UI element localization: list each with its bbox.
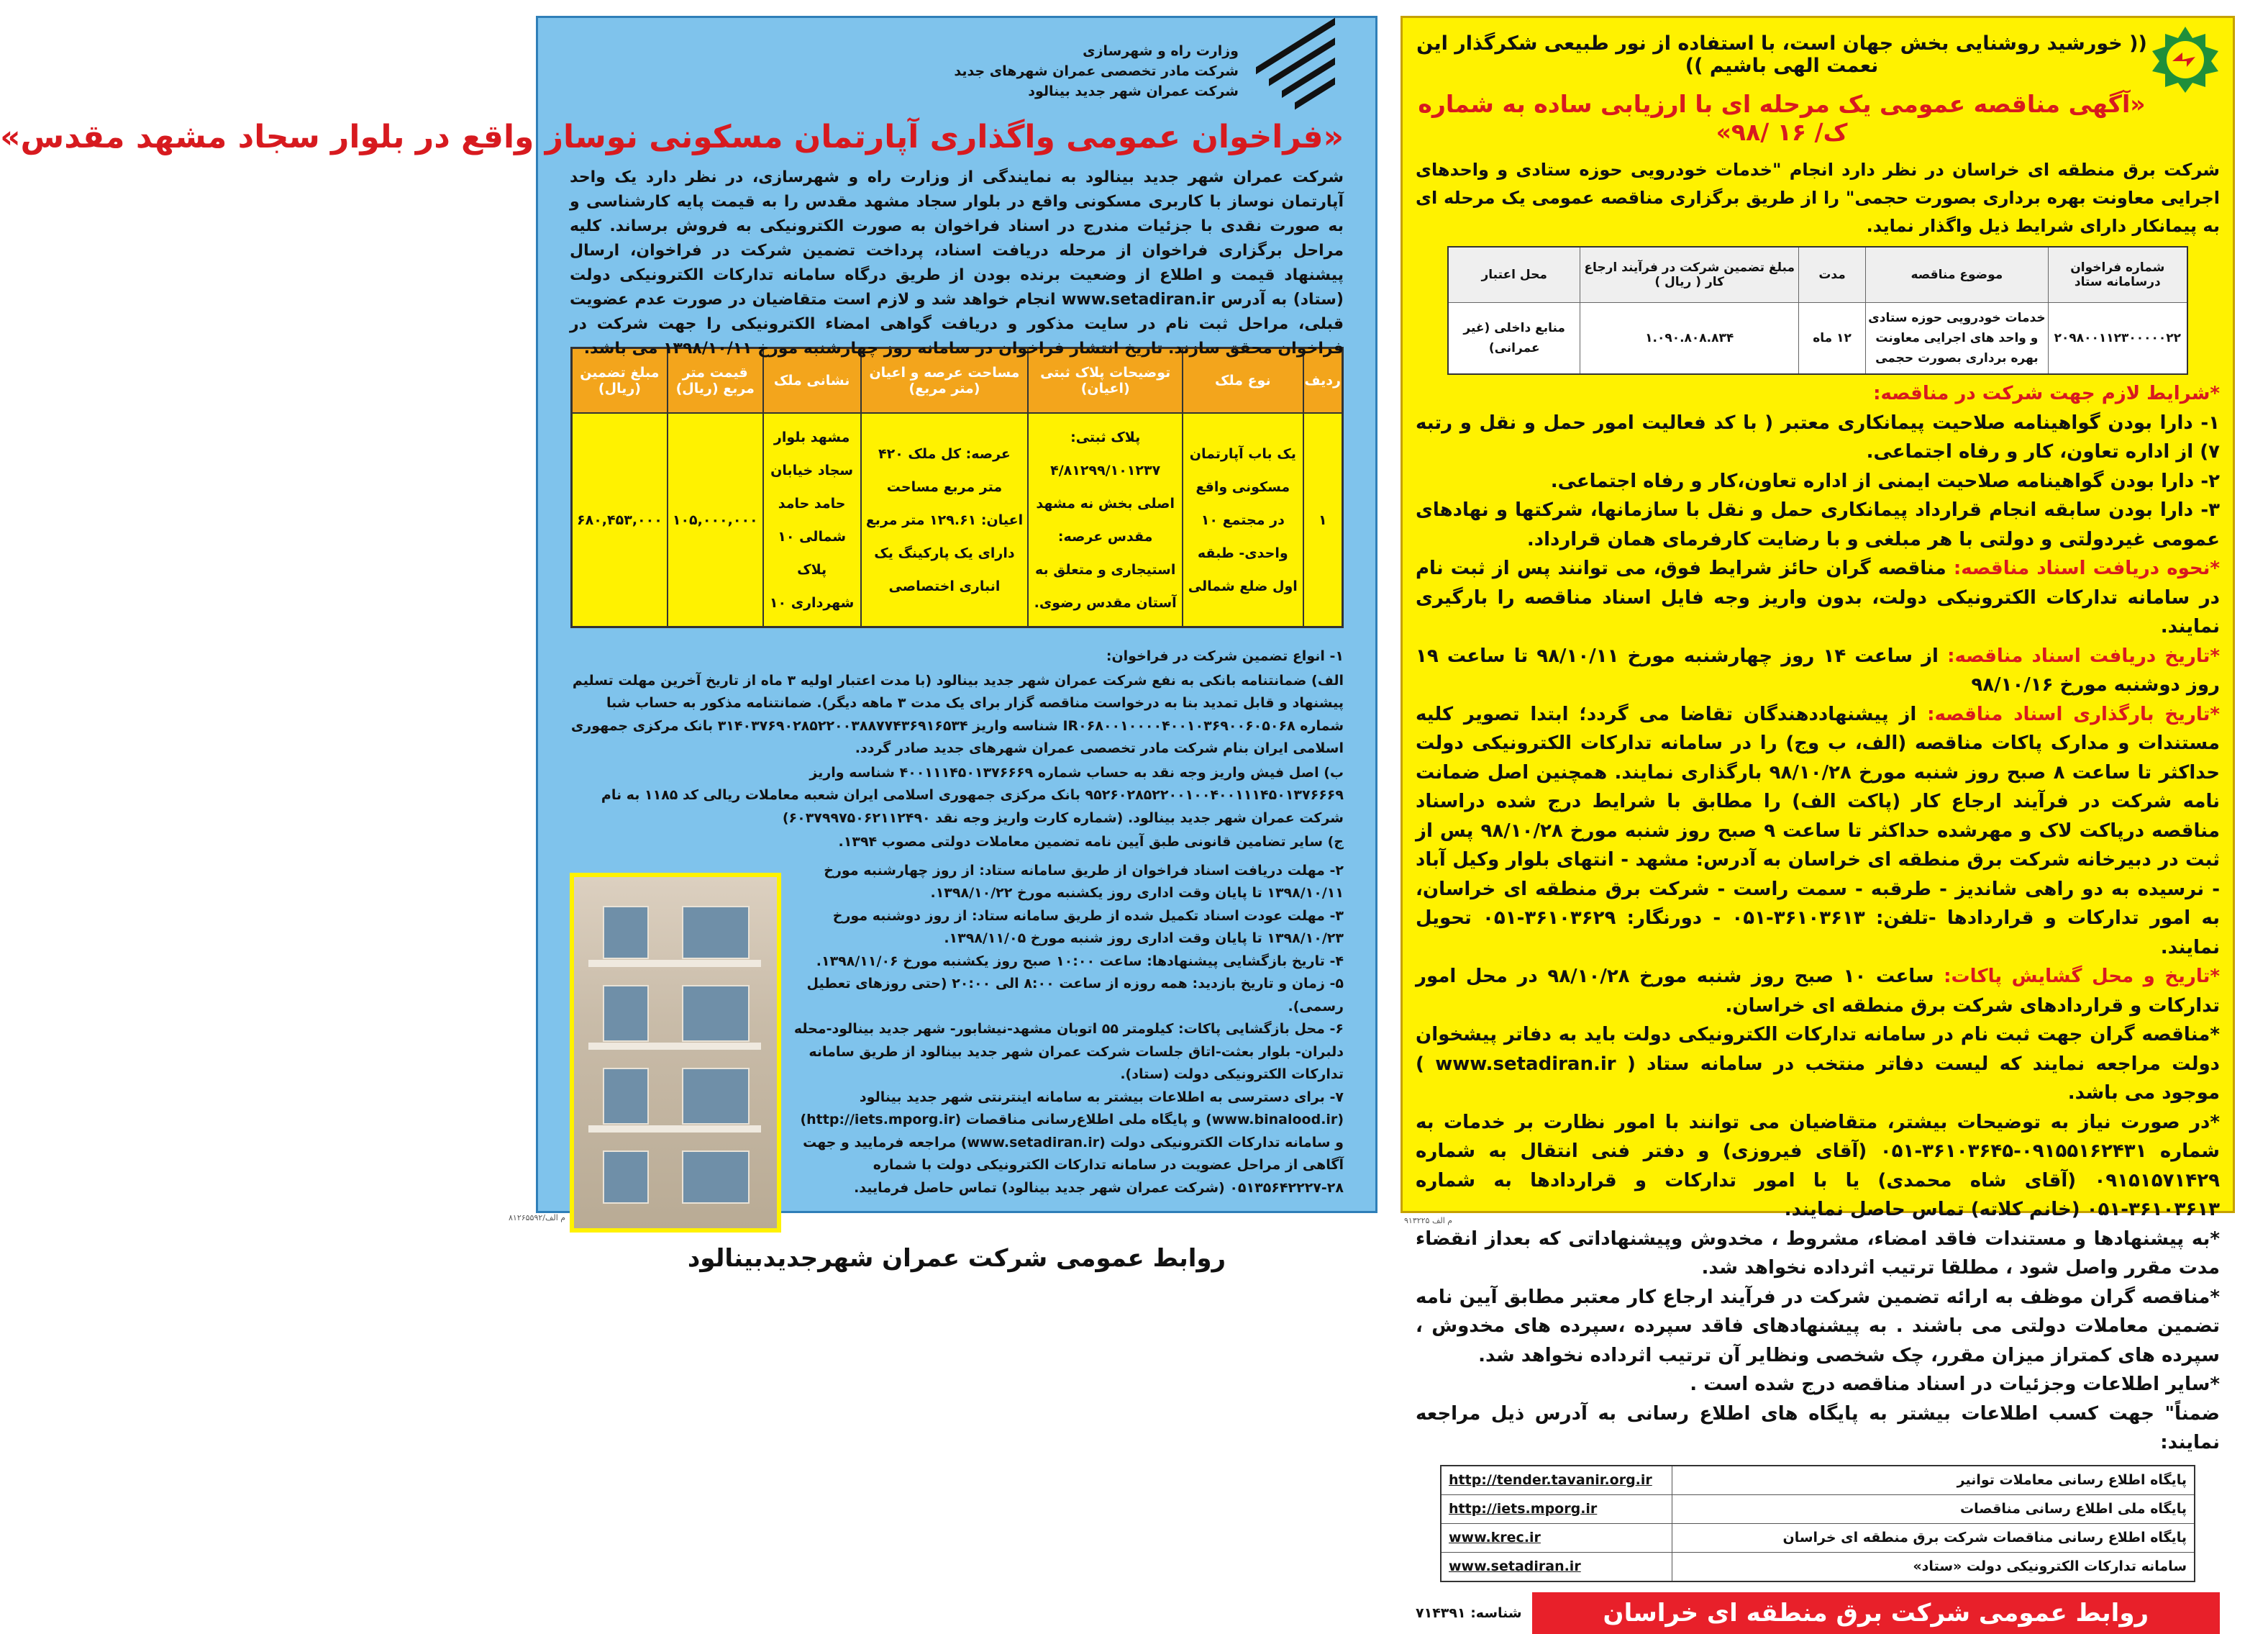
condition-guarantee-c: ج) سایر تضامین قانونی طبق آیین نامه تضمین معاملات دولتی مصوب ۱۳۹۴.	[838, 834, 1344, 850]
upload-text: از پیشنهاددهندگان تقاضا می گردد؛ ابتدا تصویر کلیه مستندات و مدارک پاکات مناقصه (الف، ب وج) را در سامانه تدارکات الکترونیکی دولت حداکثر تا ساعت ۸ صبح روز شنبه مورخ ۹۸/۱۰/۲۸ بارگذاری نمایند. همچنین اصل ضمانت نامه شرکت در فرآیند ارجاع کار (پاکت الف) را مطابق با شرایط درج شده دراسناد مناقصه درپاکت لاک و مهرشده حداکثر تا ساعت ۹ صبح روز شنبه مورخ ۹۸/۱۰/۲۸ پس از ثبت در دبیرخانه شرکت برق منطقه ای خراسان به آدرس: مشهد - انتهای بلوار وکیل آباد - نرسیده به دو راهی شاندیز - طرقبه - سمت راست - شرکت برق منطقه ای خراسان، به امور تدارکات و قراردادها -تلفن: ۳۶۱۰۳۶۱۳-۰۵۱ - دورنگار: ۳۶۱۰۳۶۲۹-۰۵۱ تحویل نمایند.	[1416, 703, 2221, 958]
table-row	[1448, 303, 2187, 375]
housing-ad-intro: شرکت عمران شهر جدید بینالود به نمایندگی از وزارت راه و شهرسازی، در نظر دارد یک واحد آپارتمان نوساز با کاربری مسکونی واقع در بلوار سجاد مشهد مقدس را به قیمت پایه کارشناسی و به صورت نقدی با جزئیات مندرج در اسناد فراخوان به صورت الکترونیکی به فروش برساند. کلیه مراحل برگزاری فراخوان از مرحله دریافت اسناد، پرداخت تضمین شرکت در فراخوان، ارسال پیشنهاد قیمت و اطلاع از وضعیت برنده بودن از طریق درگاه سامانه تدارکات الکترونیکی دولت (ستاد) به آدرس www.setadiran.ir انجام خواهد شد و لازم است متقاضیان در صورت عدم عضویت قبلی، مراحل ثبت نام در سایت مذکور و دریافت گواهی امضاء الکترونیکی را جهت شرکت در فراخوان محقق سازند. تاریخ انتشار فراخوان در سامانه روز چهارشنبه مورخ ۱۳۹۸/۱۰/۱۱ می باشد.	[570, 168, 1344, 358]
property-table	[570, 347, 1344, 628]
condition-6: ۶- محل بازگشایی پاکات: کیلومتر ۵۵ اتوبان مشهد-نیشابور- شهر جدید بینالود-محله دلبران- بلوار بعثت-اتاق جلسات شرکت عمران شهر جدید بینالود از طریق سامانه تدارکات الکترونیکی دولت (ستاد).	[793, 1021, 1344, 1082]
col-row-number: ردیف	[1303, 348, 1343, 414]
howto-paragraph	[1416, 554, 2220, 642]
regional-electric-logo-icon	[2151, 25, 2220, 94]
col-property-type: نوع ملک	[1183, 348, 1303, 414]
tender-footer-bar: روابط عمومی شرکت برق منطقه ای خراسان	[1532, 1592, 2220, 1634]
cell-guarantee-amount: ۱.۰۹۰.۸۰۸.۸۳۴	[1580, 303, 1799, 375]
housing-ad-title: «فراخوان عمومی واگذاری آپارتمان مسکونی نوساز واقع در بلوار سجاد مشهد مقدس»	[0, 119, 1344, 155]
ad-id: شناسه: ۷۱۴۳۹۱	[1416, 1605, 1522, 1621]
note-5: *سایر اطلاعات وجزئیات در اسناد مناقصه درج شده است .	[1690, 1374, 2220, 1395]
link-name: سامانه تدارکات الکترونیکی دولت «ستاد»	[1672, 1552, 2195, 1581]
note-1: *مناقصه گران جهت ثبت نام در سامانه تدارکات الکترونیکی دولت باید به دفاتر پیشخوان دولت مراجعه نمایند که لیست دفاتر منتخب در سامانه ستاد ( www.setadiran.ir ) موجود می باشد.	[1416, 1024, 2220, 1104]
col-registration: توضیحات پلاک ثبتی (اعیان)	[1028, 348, 1183, 414]
date-paragraph	[1416, 642, 2220, 700]
tender-intro: شرکت برق منطقه ای خراسان در نظر دارد انجام "خدمات خودرویی حوزه ستادی و واحدهای اجرایی معاونت بهره برداری بصورت حجمی" را از طریق برگزاری مناقصه عمومی یک مرحله ای به پیمانکار دارای شرایط ذیل واگذار نماید.	[1416, 160, 2220, 236]
table-row	[1441, 1494, 2195, 1523]
tender-title: «آگهی مناقصه عمومی یک مرحله ای با ارزیابی ساده به شماره ک/ ۱۶ /۹۸»	[1418, 90, 2146, 146]
link-name: پایگاه اطلاع رسانی معاملات توانیر	[1672, 1466, 2195, 1495]
conditions-heading: *شرایط لازم جهت شرکت در مناقصه:	[1873, 383, 2220, 404]
open-label: *تاریخ و محل گشایش پاکات:	[1944, 966, 2221, 987]
note-3: *به پیشنهادها و مستندات فاقد امضاء، مشروط ، مخدوش وپیشنهاداتی که بعداز انقضاء مدت مقرر واصل شود ، مطلقا ترتیب اثرداده نخواهد شد.	[1416, 1227, 2220, 1279]
table-row	[1441, 1523, 2195, 1552]
ministry-header	[570, 31, 1344, 112]
org-line-1: وزارت راه و شهرسازی	[1083, 43, 1239, 59]
link-name: پایگاه ملی اطلاع رسانی مناقصات	[1672, 1494, 2195, 1523]
link-url[interactable]: http://iets.mporg.ir	[1441, 1494, 1672, 1523]
condition-3: ۳- مهلت عودت اسناد تکمیل شده از طریق سامانه ستاد: از روز دوشنبه مورخ ۱۳۹۸/۱۰/۲۳ تا پایان وقت اداری روز شنبه مورخ ۱۳۹۸/۱۱/۰۵.	[832, 907, 1344, 946]
links-table	[1440, 1465, 2195, 1582]
condition-guarantee-b: ب) اصل فیش واریز وجه نقد به حساب شماره ۴۰۰۱۱۱۴۵۰۱۳۷۶۶۶۹ شناسه واریز ۹۵۲۶۰۲۸۵۲۲۰۰۱۰۰۴۰۰۱۱۱۴۵۰۱۳۷۶۶۶۹ بانک مرکزی جمهوری اسلامی ایران شعبه معاملات ریالی کد ۱۱۸۵ به نام شرکت عمران شهر جدید بینالود. (شماره کارت واریز وجه نقد ۶۰۳۷۹۹۷۵۰۶۲۱۱۲۴۹۰)	[601, 764, 1344, 826]
note-6: ضمناً" جهت کسب اطلاعات بیشتر به پایگاه های اطلاع رسانی به آدرس ذیل مراجعه نمایند:	[1416, 1402, 2220, 1453]
note-4: *مناقصه گران موظف به ارائه تضمین شرکت در فرآیند ارجاع کار معتبر مطابق آیین نامه تضمین معاملات دولتی می باشند . به پیشنهادهای فاقد سپرده ،سپرده های مخدوش ، سپرده های کمتراز میزان مقرر، چک شخصی ونظایر آن ترتیب اثرداده نخواهد شد.	[1416, 1286, 2220, 1366]
upload-label: *تاریخ بارگذاری اسناد مناقصه:	[1927, 703, 2220, 725]
link-url[interactable]: http://tender.tavanir.org.ir	[1441, 1466, 1672, 1495]
col-guarantee-amount: مبلغ تضمین شرکت در فرآیند ارجاع کار ( ریال )	[1580, 247, 1799, 303]
table-row	[1441, 1552, 2195, 1581]
cell-call-number: ۲۰۹۸۰۰۱۱۲۳۰۰۰۰۰۲۲	[2048, 303, 2187, 375]
ministry-org-lines	[954, 41, 1239, 101]
tender-body	[1416, 379, 2220, 1458]
col-funding: محل اعتبار	[1448, 247, 1580, 303]
slogan: (( خورشید روشنایی بخش جهان است، با استفاده از نور طبیعی شکرگذار این نعمت الهی باشیم ))	[1416, 32, 2147, 77]
condition-2: ۲- دارا بودن گواهینامه صلاحیت ایمنی از اداره تعاون،کار و رفاه اجتماعی.	[1550, 470, 2220, 492]
upload-paragraph	[1416, 700, 2220, 963]
housing-deadlines	[781, 860, 1344, 1233]
org-line-2: شرکت مادر تخصصی عمران شهرهای جدید	[954, 63, 1239, 79]
col-subject: موضوع مناقصه	[1866, 247, 2048, 303]
open-text: ساعت ۱۰ صبح روز شنبه مورخ ۹۸/۱۰/۲۸ در محل امور تدارکات و قراردادهای شرکت برق منطقه ای خراسان.	[1416, 966, 2220, 1017]
condition-3: ۳- دارا بودن سابقه انجام قرارداد پیمانکاری حمل و نقل با سازمانها، شرکتها و نهادهای عمومی غیردولتی و دولتی با هر مبلغی و با رضایت کارفرمای همان قرارداد.	[1416, 499, 2220, 550]
note-2: *در صورت نیاز به توضیحات بیشتر، متقاضیان می توانند با امور نظارت بر خدمات به شماره ۰۹۱۵۵۱۶۲۴۳۱-۳۶۱۰۳۶۴۵-۰۵۱ (آقای فیروزی) و دفتر فنی انتقال به شماره ۰۹۱۵۱۵۷۱۴۲۹ (آقای شاه محمدی) یا با امور تدارکات و قراردادها به شماره ۳۶۱۰۳۶۱۳-۰۵۱ (خانم کلاته) تماس حاصل نمایند.	[1416, 1111, 2220, 1220]
cell-registration: پلاک ثبتی: ۴/۸۱۲۹۹/۱۰۱۲۳۷ اصلی بخش نه مشهد مقدس عرصه: استیجاری و متعلق به آستان مقدس رضوی.	[1028, 413, 1183, 627]
link-url[interactable]: www.krec.ir	[1441, 1523, 1672, 1552]
howto-text: مناقصه گران حائز شرایط فوق، می توانند پس از ثبت نام در سامانه تدارکات الکترونیکی دولت، بدون واریز وجه فایل اسناد مناقصه را بارگیری نمایند.	[1416, 558, 2220, 637]
tender-table-header	[1448, 247, 2187, 303]
org-line-3: شرکت عمران شهر جدید بینالود	[1028, 83, 1239, 99]
cell-property-type: یک باب آپارتمان مسکونی واقع در مجتمع ۱۰ واحدی- طبقه اول ضلع شمالی	[1183, 413, 1303, 627]
howto-label: *نحوه دریافت اسناد مناقصه:	[1953, 558, 2220, 579]
col-duration: مدت	[1798, 247, 1865, 303]
condition-7: ۷- برای دسترسی به اطلاعات بیشتر به سامانه اینترنتی شهر جدید بینالود (www.binalood.ir) و پایگاه ملی اطلاع‌رسانی مناقصات (http://iets.mporg.ir) و سامانه تدارکات الکترونیکی دولت (www.setadiran.ir) مراجعه فرمایید و جهت آگاهی از مراحل عضویت در سامانه تدارکات الکترونیکی دولت با شماره ۲۸-۰۵۱۳۵۶۴۲۲۲۷ (شرکت عمران شهر جدید بینالود) تماس حاصل فرمایید.	[800, 1089, 1344, 1196]
col-guarantee: مبلغ تضمین (ریال)	[572, 348, 668, 414]
condition-4: ۴- تاریخ بازگشایی پیشنهادها: ساعت ۱۰:۰۰ صبح روز یکشنبه مورخ ۱۳۹۸/۱۱/۰۶.	[816, 953, 1344, 969]
cell-funding: منابع داخلی (غیر عمرانی)	[1448, 303, 1580, 375]
building-photo	[570, 873, 781, 1233]
housing-lower-section	[570, 860, 1344, 1233]
cell-price-per-meter: ۱۰۵,۰۰۰,۰۰۰	[668, 413, 763, 627]
housing-ad-footer: روابط عمومی شرکت عمران شهرجدیدبینالود	[687, 1243, 1226, 1273]
condition-5: ۵- زمان و تاریخ بازدید: همه روزه از ساعت ۸:۰۰ الی ۲۰:۰۰ (حتی روزهای تعطیل رسمی).	[806, 976, 1344, 1015]
cell-address: مشهد بلوار سجاد خیابان حامد حامد شمالی ۱۰ پلاک شهرداری ۱۰	[763, 413, 861, 627]
condition-2: ۲- مهلت دریافت اسناد فراخوان از طریق سامانه ستاد: از روز چهارشنبه مورخ ۱۳۹۸/۱۰/۱۱ تا پایان وقت اداری روز یکشنبه مورخ ۱۳۹۸/۱۰/۲۲.	[824, 862, 1344, 901]
col-price-per-meter: قیمت متر مربع (ریال)	[668, 348, 763, 414]
condition-guarantee-heading: ۱- انواع تضمین شرکت در فراخوان:	[1106, 648, 1344, 664]
cell-area: عرصه: کل ملک ۴۲۰ متر مربع مساحت اعیان: ۱۲۹.۶۱ متر مربع دارای یک پارکینگ یک انباری اختصاصی	[861, 413, 1029, 627]
col-area: مساحت عرصه و اعیان (متر مربع)	[861, 348, 1029, 414]
housing-conditions	[570, 645, 1344, 854]
link-url[interactable]: www.setadiran.ir	[1441, 1552, 1672, 1581]
date-label: *تاریخ دریافت اسناد مناقصه:	[1947, 645, 2220, 667]
link-name: پایگاه اطلاع رسانی مناقصات شرکت برق منطقه ای خراسان	[1672, 1523, 2195, 1552]
tender-footer-row	[1416, 1592, 2220, 1634]
condition-1: ۱- دارا بودن گواهینامه صلاحیت پیمانکاری معتبر ( با کد فعالیت امور حمل و نقل و رتبه ۷) از اداره تعاون، کار و رفاه اجتماعی.	[1416, 412, 2220, 463]
cell-duration: ۱۲ ماه	[1798, 303, 1865, 375]
date-text: از ساعت ۱۴ روز چهارشنبه مورخ ۹۸/۱۰/۱۱ تا ساعت ۱۹ روز دوشنبه مورخ ۹۸/۱۰/۱۶	[1416, 645, 2220, 696]
cell-guarantee: ۶۸۰,۴۵۳,۰۰۰	[572, 413, 668, 627]
col-call-number: شماره فراخوان درسامانه ستاد	[2048, 247, 2187, 303]
cell-subject: خدمات خودرویی حوزه ستادی و واحد های اجرایی معاونت بهره برداری بصورت حجمی	[1866, 303, 2048, 375]
left-corner-code: ۸۱۲۶۵۵۹۲/م الف	[509, 1213, 566, 1222]
open-paragraph	[1416, 962, 2220, 1020]
tender-table	[1447, 246, 2188, 375]
condition-guarantee-a: الف) ضمانتنامه بانکی به نفع شرکت عمران شهر جدید بینالود (با مدت اعتبار اولیه ۳ ماه از تاریخ آخرین مهلت تسلیم پیشنهاد و قابل تمدید بنا به درخواست مناقصه گزار برای یک مدت ۳ ماهه دیگر). ضمانتنامه مذکور به حساب شبا شماره IR۰۶۸۰۰۱۰۰۰۰۴۰۰۱۰۳۶۹۰۰۶۰۵۰۶۸ شناسه واریز ۳۱۴۰۳۷۶۹۰۲۸۵۲۲۰۰۳۸۸۷۷۴۳۶۹۱۶۵۳۴ بانک مرکزی جمهوری اسلامی ایران بنام شرکت مادر تخصصی عمران شهرهای جدید صادر گردد.	[570, 672, 1344, 756]
table-row	[1441, 1466, 2195, 1495]
ministry-logo-icon	[1249, 35, 1335, 107]
cell-row-number: ۱	[1303, 413, 1343, 627]
table-row	[572, 413, 1343, 627]
middle-corner-code: ۹۱۳۲۲۵ م الف	[1404, 1216, 1453, 1225]
col-address: نشانی ملک	[763, 348, 861, 414]
